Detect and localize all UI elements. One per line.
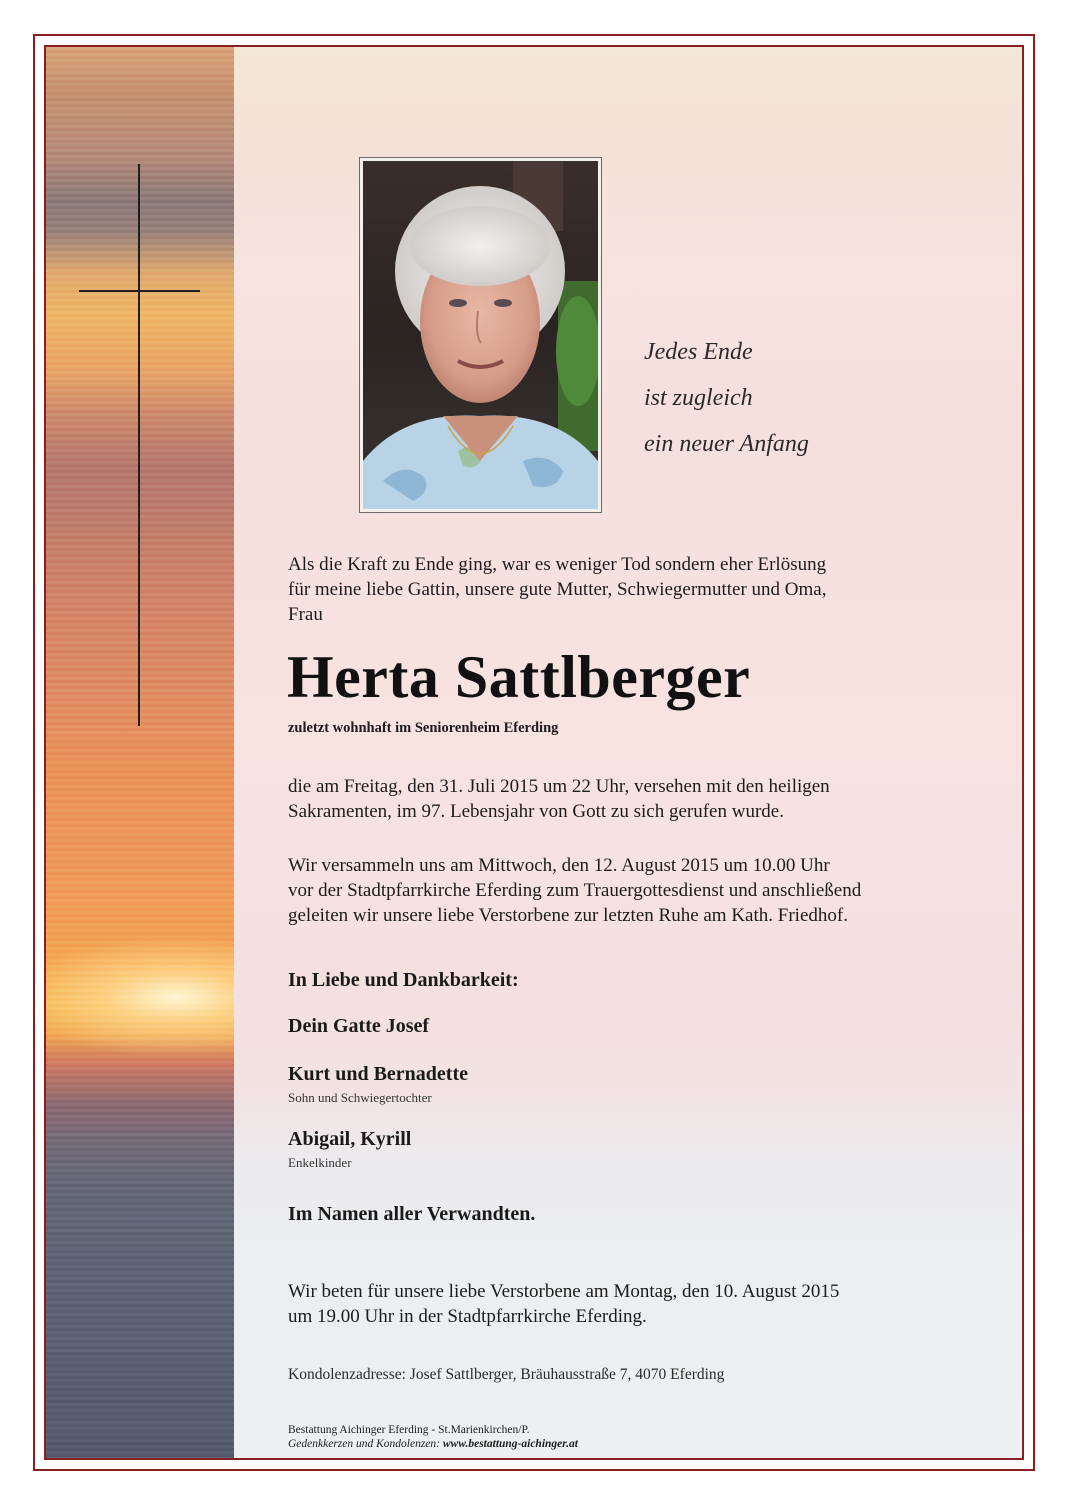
undertaker-name: Bestattung Aichinger Eferding - St.Marienkirchen/P. [288,1424,530,1436]
motto-line: ist zugleich [644,385,753,411]
prayer-line: Wir beten für unsere liebe Verstorbene am Montag, den 10. August 2015 [288,1281,840,1302]
undertaker-web-line [288,1437,578,1451]
funeral-line: Wir versammeln uns am Mittwoch, den 12. August 2015 um 10.00 Uhr [288,855,830,876]
cross-icon [138,164,140,726]
funeral-line: vor der Stadtpfarrkirche Eferding zum Trauergottesdienst und anschließend [288,880,862,901]
sunset-strip-image [46,47,234,1458]
motto-quote [644,329,809,467]
mourner-relation: Enkelkinder [288,1155,352,1170]
obituary-card [44,45,1024,1460]
condolence-address: Kondolenzadresse: Josef Sattlberger, Bräuhausstraße 7, 4070 Eferding [288,1366,725,1383]
deceased-name: Herta Sattlberger [287,644,751,710]
death-notice-line: die am Freitag, den 31. Juli 2015 um 22 Uhr, versehen mit den heiligen [288,776,830,797]
death-notice-line: Sakramenten, im 97. Lebensjahr von Gott zu sich gerufen wurde. [288,801,784,822]
cross-icon-bar [79,290,200,292]
funeral-info [288,853,988,928]
mourner-name: Kurt und Bernadette [288,1063,468,1085]
mourner-name: Dein Gatte Josef [288,1015,430,1037]
portrait-image [363,161,598,509]
prayer-line: um 19.00 Uhr in der Stadtpfarrkirche Eferding. [288,1306,647,1327]
undertaker-footer [288,1423,578,1451]
motto-line: ein neuer Anfang [644,431,809,457]
intro-line: für meine liebe Gattin, unsere gute Mutter, Schwiegermutter und Oma, [288,579,827,600]
death-notice [288,774,968,824]
mourners-closing: Im Namen aller Verwandten. [288,1203,536,1225]
intro-line: Als die Kraft zu Ende ging, war es weniger Tod sondern eher Erlösung [288,554,827,575]
funeral-line: geleiten wir unsere liebe Verstorbene zur letzten Ruhe am Kath. Friedhof. [288,905,848,926]
undertaker-website-link[interactable]: www.bestattung-aichinger.at [442,1438,578,1450]
mourners-heading: In Liebe und Dankbarkeit: [288,969,519,991]
mourner-name: Abigail, Kyrill [288,1128,412,1150]
motto-line: Jedes Ende [644,339,753,365]
portrait-photo [359,157,602,513]
mourner-relation: Sohn und Schwiegertochter [288,1090,432,1105]
prayer-info [288,1279,968,1329]
deceased-residence: zuletzt wohnhaft im Seniorenheim Eferding [288,720,559,736]
undertaker-web-prefix: Gedenkkerzen und Kondolenzen: [288,1438,443,1450]
intro-line: Frau [288,604,323,625]
intro-text [288,552,968,627]
